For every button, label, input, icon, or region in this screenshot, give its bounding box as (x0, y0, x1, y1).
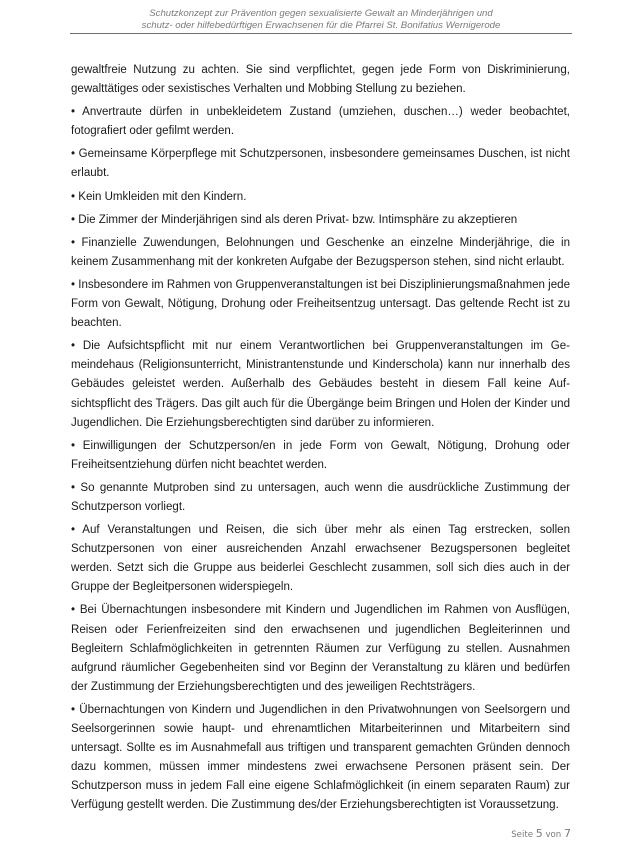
bullet-item: • Bei Übernachtungen insbesondere mit Kindern und Jugendlichen im Rahmen von Ausflügen, Reisen oder Ferienfreizeiten sind den erwachsenen und jugendlichen Begleiterinnen und Begleitern Schlafmöglichkeiten in getrennten Räumen zur Verfügung zu stellen. Ausnahmen aufgrund räumlicher Gegebenheiten sind vor Beginn der Veranstaltung zu klären und bedürfen der Zustimmung der Erziehungsberechtigten und des jeweiligen Rechtsträgers. (71, 604, 570, 693)
bullet-item: • So genannte Mutproben sind zu untersagen, auch wenn die ausdrückliche Zustimmung der Schutzperson vorliegt. (71, 481, 570, 513)
bullet-item: • Kein Umkleiden mit den Kindern. (71, 190, 247, 203)
page-label: Seite (511, 830, 533, 840)
bullet-item: • Einwilligungen der Schutzperson/en in jede Form von Gewalt, Nötigung, Drohung oder Freiheitsentziehung dürfen nicht beachtet werden. (71, 439, 570, 471)
paragraph: gewaltfreie Nutzung zu achten. Sie sind verpflichtet, gegen jede Form von Diskriminierung, gewalttätiges oder sexistisches Verhalten und Mobbing Stellung zu beziehen. (71, 64, 570, 96)
page-header (70, 8, 572, 31)
bullet-item: • Auf Veranstaltungen und Reisen, die sich über mehr als einen Tag erstrecken, sollen Schutzpersonen von einer ausreichenden Anzahl erwachsener Bezugspersonen begleitet werden. Setzt sich die Gruppe aus beiderlei Geschlecht zusammen, soll sich dies auch in der Gruppe der Begleitpersonen widerspiegeln. (71, 524, 570, 594)
page-current: 5 (535, 827, 543, 840)
document-body (71, 61, 570, 819)
bullet-item: • Insbesondere im Rahmen von Gruppenveranstaltungen ist bei Disziplinierungsmaßnahmen jede Form von Gewalt, Nötigung, Drohung oder Freiheitsentzug untersagt. Das geltende Recht ist zu beachten. (71, 278, 570, 330)
bullet-item: • Anvertraute dürfen in unbekleidetem Zustand (umziehen, duschen…) weder beobachtet, fotografiert oder gefilmt werden. (71, 106, 570, 138)
page-of-label: von (545, 830, 562, 840)
bullet-item: • Finanzielle Zuwendungen, Belohnungen und Geschenke an einzelne Minderjährige, die in keinem Zusammenhang mit der konkreten Aufgabe der Bezugsperson stehen, sind nicht erlaubt. (71, 236, 570, 268)
bullet-item: • Die Zimmer der Minderjährigen sind als deren Privat- bzw. Intimsphäre zu akzeptieren (71, 213, 518, 226)
header-divider (70, 33, 572, 34)
page-total: 7 (564, 827, 571, 840)
page-number (511, 827, 571, 840)
header-line-1: Schutzkonzept zur Prävention gegen sexualisierte Gewalt an Minderjährigen und (149, 8, 493, 19)
header-line-2: schutz- oder hilfebedürftigen Erwachsenen für die Pfarrei St. Bonifatius Wernigerode (141, 19, 501, 31)
bullet-item: • Die Aufsichtspflicht mit nur einem Verantwortlichen bei Gruppenveranstaltungen im Gemeindehaus (Religionsunterricht, Ministrantenstunde und Kinderschola) kann nur innerhalb des Gebäudes geleistet werden. Außerhalb des Gebäudes besteht in diesem Fall keine Aufsichtspflicht des Trägers. Das gilt auch für die Übergänge beim Bringen und Holen der Kinder und Jugendlichen. Die Erziehungsberechtigten sind darüber zu informieren. (71, 340, 570, 429)
bullet-item: • Gemeinsame Körperpflege mit Schutzpersonen, insbesondere gemeinsames Duschen, ist nicht erlaubt. (71, 148, 570, 180)
bullet-item: • Übernachtungen von Kindern und Jugendlichen in den Privatwohnungen von Seelsorgern und Seelsorgerinnen sowie haupt- und ehrenamtlichen Mitarbeiterinnen und Mitarbeitern sind untersagt. Sollte es im Ausnahmefall aus triftigen und transparent gemachten Gründen dennoch dazu kommen, müssen immer mindestens zwei erwachsene Personen präsent sein. Der Schutzperson muss in jedem Fall eine eigene Schlafmöglichkeit (in einem separaten Raum) zur Verfügung gestellt werden. Die Zustimmung des/der Erziehungsberechtigten ist Voraussetzung. (71, 703, 570, 812)
